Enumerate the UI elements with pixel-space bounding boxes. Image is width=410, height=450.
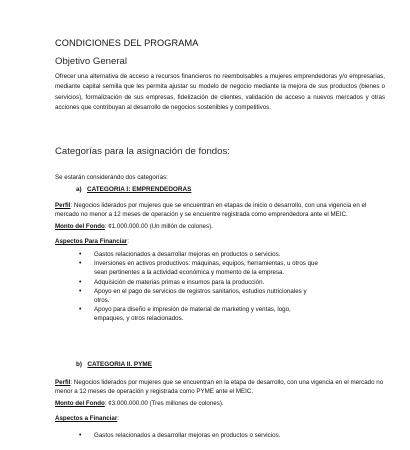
list-item: • Apoyo para diseño e impresión de material de marketing y ventas, logo, empaques, y otros relacionados. (92, 305, 322, 323)
category-a-heading (76, 186, 191, 193)
monto-label: Monto del Fondo (55, 400, 105, 407)
aspectos-colon: : (117, 415, 119, 422)
category-b-name: CATEGORIA II. PYME (87, 361, 152, 368)
list-item: • Apoyo en el pago de servicios de registros sanitarios, estudios nutricionales y otros. (92, 287, 322, 305)
list-item: • Adquisición de materias primas e insumos para la producción. (92, 278, 322, 287)
category-b-heading (76, 361, 152, 368)
list-item: • Gastos relacionados a desarrollar mejoras en productos o servicios. (92, 431, 322, 440)
monto-label: Monto del Fondo (55, 223, 105, 230)
category-a-aspectos (55, 237, 385, 246)
list-item: • Inversiones en activos productivos: máquinas, equipos, herramientas, u otros que sean pertinentes a la actividad económica y momento de la empresa. (92, 259, 322, 277)
list-item: • Gastos relacionados a desarrollar mejoras en productos o servicios. (92, 250, 322, 259)
category-a-name: CATEGORIA I: EMPRENDEDORAS (87, 186, 192, 193)
perfil-label: Perfil (55, 202, 71, 209)
category-a-perfil (55, 201, 385, 219)
categorias-heading: Categorías para la asignación de fondos: (55, 146, 230, 157)
aspectos-label: Aspectos Para Financiar (55, 238, 128, 245)
consider-paragraph: Se estarán considerando dos categorías: (55, 174, 168, 181)
monto-text: : ¢3.000.000.00 (Tres millones de colones). (104, 400, 224, 407)
document-title: CONDICIONES DEL PROGRAMA (55, 38, 199, 48)
objetivo-paragraph: Ofrecer una alternativa de acceso a recursos financieros no reembolsables a mujeres emprendedoras y/o empresarias, mediante capital semilla que les permita ajustar su modelo de negocio mediante la mejora de sus productos (bienes o servicios), formalización de sus empresas, fidelización de clientes, validación de acceso a nuevos mercados y otras acciones que contribuyan al desarrollo de negocios sostenibles y competitivos. (55, 73, 385, 112)
category-b-perfil (55, 378, 385, 396)
category-a-bullets (92, 250, 322, 324)
category-b-aspectos (55, 414, 385, 423)
category-b-bullets (92, 431, 322, 440)
category-b-monto (55, 399, 385, 408)
objetivo-heading: Objetivo General (55, 56, 127, 67)
perfil-label: Perfil (55, 379, 71, 386)
category-a-monto (55, 222, 385, 231)
monto-text: : ¢1.000.000.00 (Un millón de colones). (104, 223, 213, 230)
category-a-letter: a) (76, 186, 82, 193)
perfil-text: : Negocios liderados por mujeres que se encuentran en la etapa de desarrollo, con una vigencia en el mercado no menor a 12 meses de operación y registrada como PYME ante el MEIC. (55, 379, 384, 396)
category-b-letter: b) (76, 361, 83, 368)
aspectos-colon: : (127, 238, 129, 245)
aspectos-label: Aspectos a Financiar (55, 415, 118, 422)
perfil-text: : Negocios liderados por mujeres que se encuentran en etapas de inicio o desarrollo, con una vigencia en el mercado no menor a 12 meses de operación y se encuentre registrada como emprendedora ante el MEIC. (55, 202, 367, 219)
